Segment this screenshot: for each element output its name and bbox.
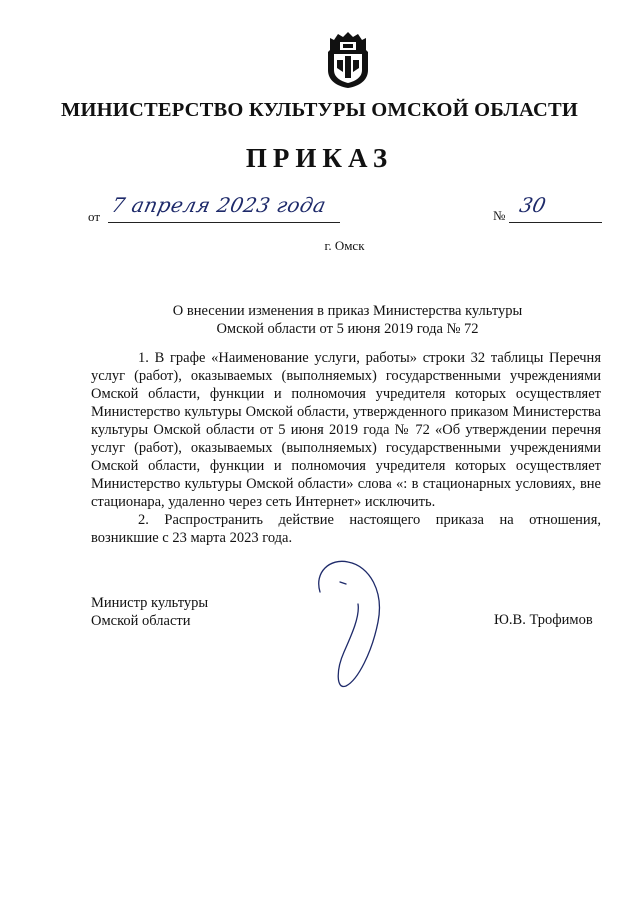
signer-name: Ю.В. Трофимов: [494, 612, 593, 628]
signer-position-line-2: Омской области: [91, 613, 191, 629]
handwritten-date: 7 апреля 2023 года: [109, 193, 329, 217]
date-prefix: от: [88, 209, 101, 224]
coat-of-arms-icon: [326, 30, 370, 90]
order-subject: [150, 302, 545, 338]
ministry-title: МИНИСТЕРСТВО КУЛЬТУРЫ ОМСКОЙ ОБЛАСТИ: [60, 99, 579, 121]
body-paragraph-2: 2. Распространить действие настоящего приказа на отношения, возникшие с 23 марта 2023 года.: [91, 512, 601, 546]
number-prefix: №: [493, 208, 506, 223]
handwritten-number: 30: [517, 193, 549, 217]
document-type-title: ПРИКАЗ: [245, 143, 394, 173]
number-underline: [509, 222, 602, 223]
city-label: г. Омск: [324, 238, 365, 253]
handwritten-signature-icon: [300, 552, 400, 692]
signer-position-line-1: Министр культуры: [91, 595, 209, 611]
subject-line-2: Омской области от 5 июня 2019 года № 72: [216, 321, 479, 337]
date-underline: [108, 222, 340, 223]
order-body: [91, 349, 601, 547]
subject-line-1: О внесении изменения в приказ Министерства культуры: [172, 303, 523, 319]
body-paragraph-1: 1. В графе «Наименование услуги, работы» строки 32 таблицы Перечня услуг (работ), оказываемых (выполняемых) государственными учреждениями Омской области, функции и полномочия учредителя которых осуществляет Министерство культуры Омской области, утвержденного приказом Министерства культуры Омской области от 5 июня 2019 года № 72 «Об утверждении перечня услуг (работ), оказываемых (выполняемых) государственными учреждениями Омской области, функции и полномочия учредителя которых осуществляет Министерство культуры Омской области» слова «: в стационарных условиях, вне стационара, удаленно через сеть Интернет» исключить.: [91, 350, 601, 510]
signer-position: [91, 594, 208, 630]
